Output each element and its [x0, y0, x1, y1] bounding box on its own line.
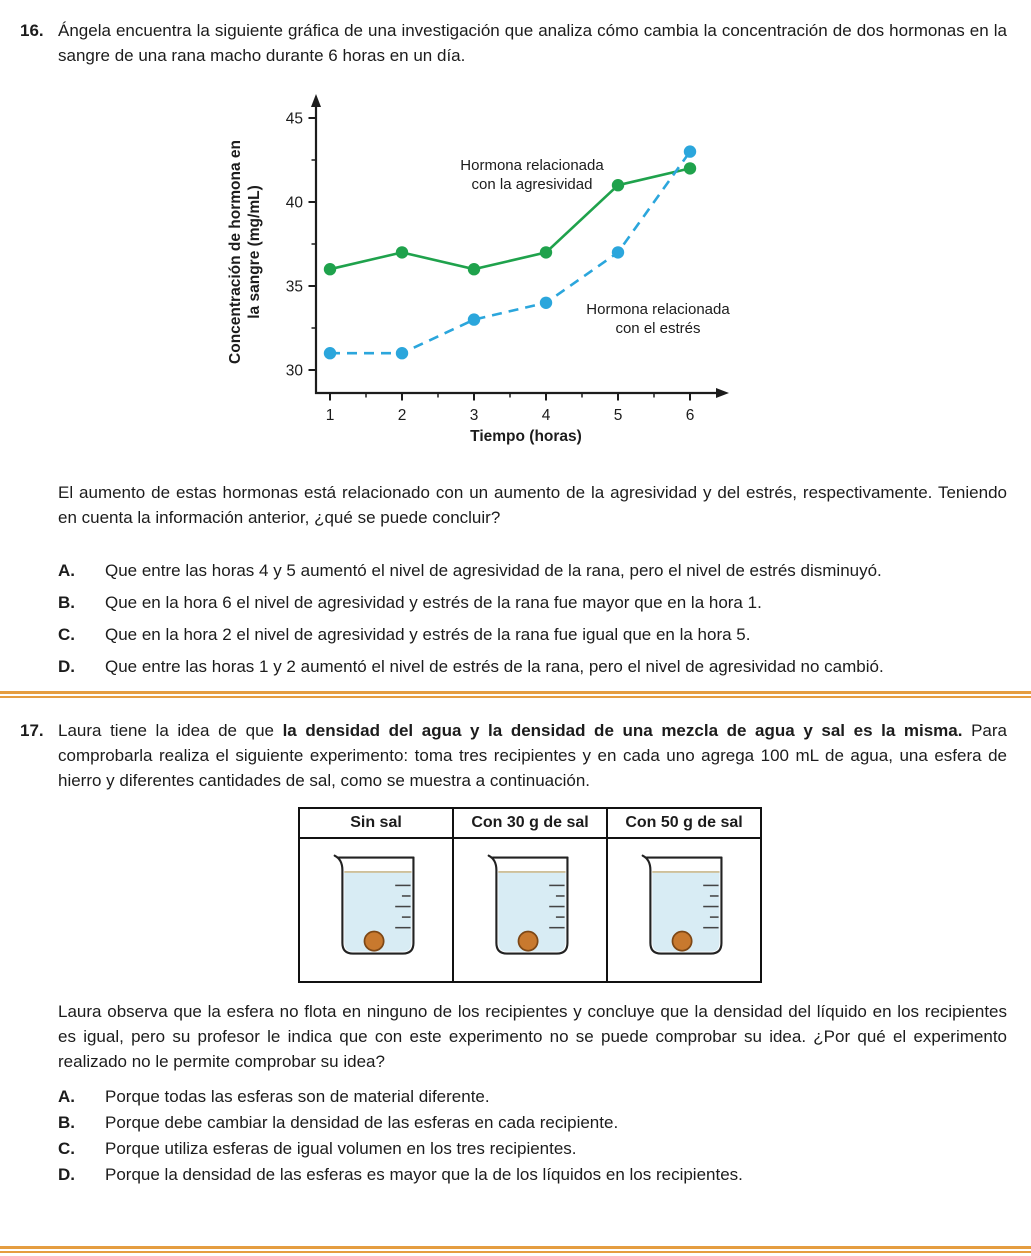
option-17-c [58, 1136, 1007, 1161]
iron-sphere-icon [364, 932, 383, 951]
beaker-header-50g: Con 50 g de sal [607, 808, 761, 838]
beaker-table-header-row [299, 808, 761, 838]
option-text: Que en la hora 6 el nivel de agresividad y estrés de la rana fue mayor que en la hora 1. [105, 593, 762, 612]
beaker-experiment-table [298, 807, 762, 983]
data-point [468, 313, 480, 325]
y-axis-arrow-icon [311, 94, 321, 107]
iron-sphere-icon [672, 932, 691, 951]
beaker-icon [326, 847, 426, 968]
y-axis-title-line-2: la sangre (mg/mL) [246, 185, 263, 319]
data-point [324, 263, 336, 275]
y-tick-label: 35 [285, 278, 303, 296]
option-16-d [58, 654, 1007, 679]
question-16-options [0, 558, 1031, 679]
beaker-cell-3 [607, 838, 761, 982]
beaker-icon [480, 847, 580, 968]
question-17-options [0, 1084, 1031, 1187]
beaker-icon [634, 847, 734, 968]
x-tick-label: 2 [397, 407, 407, 424]
data-point [324, 347, 336, 359]
x-axis-arrow-icon [716, 388, 729, 398]
question-16-followup: El aumento de estas hormonas está relacionado con un aumento de la agresividad y del estrés, respectivamente. Teniendo en cuenta la información anterior, ¿qué se puede concluir? [58, 483, 1007, 527]
hormone-chart-container [226, 84, 736, 454]
option-16-b [58, 590, 1007, 615]
question-17-number: 17. [20, 721, 44, 740]
option-text: Porque la densidad de las esferas es mayor que la de los líquidos en los recipientes. [105, 1165, 743, 1184]
question-16-intro: Ángela encuentra la siguiente gráfica de una investigación que analiza cómo cambia la concentración de dos hormonas en la sangre de una rana macho durante 6 horas en un día. [58, 21, 1007, 65]
option-16-c [58, 622, 1007, 647]
y-tick-label: 40 [285, 194, 303, 212]
question-17-intro-bold: la densidad del agua y la densidad de una mezcla de agua y sal es la misma. [282, 721, 963, 740]
beaker-header-sin-sal: Sin sal [299, 808, 453, 838]
data-point [396, 347, 408, 359]
option-text: Porque utiliza esferas de igual volumen en los tres recipientes. [105, 1139, 577, 1158]
beaker-cell-1 [299, 838, 453, 982]
option-letter: D. [58, 657, 75, 676]
data-point [684, 162, 696, 174]
data-point [540, 246, 552, 258]
question-16 [0, 18, 1031, 68]
option-text: Porque debe cambiar la densidad de las esferas en cada recipiente. [105, 1113, 619, 1132]
option-letter: A. [58, 1087, 75, 1106]
x-tick-label: 1 [325, 407, 335, 424]
beaker-table-body-row [299, 838, 761, 982]
option-letter: D. [58, 1165, 75, 1184]
option-letter: C. [58, 625, 75, 644]
option-letter: A. [58, 561, 75, 580]
series-label-estres: Hormona relacionada con el estrés [586, 301, 730, 337]
option-text: Que entre las horas 4 y 5 aumentó el nivel de agresividad de la rana, pero el nivel de estrés disminuyó. [105, 561, 882, 580]
y-axis-title-line-1: Concentración de hormona en [227, 140, 244, 364]
option-text: Que entre las horas 1 y 2 aumentó el nivel de estrés de la rana, pero el nivel de agresividad no cambió. [105, 657, 884, 676]
question-17 [0, 718, 1031, 793]
question-16-number: 16. [20, 21, 44, 40]
x-tick-label: 4 [541, 407, 551, 424]
option-16-a [58, 558, 1007, 583]
option-17-b [58, 1110, 1007, 1135]
data-point [468, 263, 480, 275]
section-divider [0, 691, 1031, 698]
beaker-header-30g: Con 30 g de sal [453, 808, 607, 838]
y-tick-label: 30 [285, 362, 303, 380]
question-17-followup: Laura observa que la esfera no flota en ninguno de los recipientes y concluye que la densidad del líquido en los recipientes es igual, pero su profesor le indica que con este experimento no se puede comprobar su idea. ¿Por qué el experimento realizado no le permite comprobar su idea? [58, 1002, 1007, 1071]
data-point [612, 246, 624, 258]
question-17-intro-pre: Laura tiene la idea de que [58, 721, 283, 740]
option-17-d [58, 1162, 1007, 1187]
x-tick-label: 3 [469, 407, 479, 424]
option-letter: B. [58, 1113, 75, 1132]
y-tick-label: 45 [285, 110, 303, 128]
data-point [612, 179, 624, 191]
option-17-a [58, 1084, 1007, 1109]
page-bottom-divider [0, 1246, 1031, 1253]
beaker-cell-2 [453, 838, 607, 982]
data-point [540, 297, 552, 309]
option-letter: C. [58, 1139, 75, 1158]
option-text: Porque todas las esferas son de material diferente. [105, 1087, 490, 1106]
data-point [396, 246, 408, 258]
option-letter: B. [58, 593, 75, 612]
iron-sphere-icon [518, 932, 537, 951]
hormone-chart [226, 84, 736, 454]
option-text: Que en la hora 2 el nivel de agresividad y estrés de la rana fue igual que en la hora 5. [105, 625, 751, 644]
question-17-intro-post: Para comprobarla realiza el siguiente experimento: toma tres recipientes y en cada uno agrega 100 mL de agua, una esfera de hierro y diferentes cantidades de sal, como se muestra a continuación. [58, 721, 1007, 790]
data-point [684, 145, 696, 157]
x-tick-label: 5 [613, 407, 623, 424]
series-label-agresividad: Hormona relacionada con la agresividad [460, 157, 604, 193]
x-tick-label: 6 [685, 407, 695, 424]
x-axis-title: Tiempo (horas) [470, 428, 582, 445]
question-17-intro [58, 718, 1007, 793]
